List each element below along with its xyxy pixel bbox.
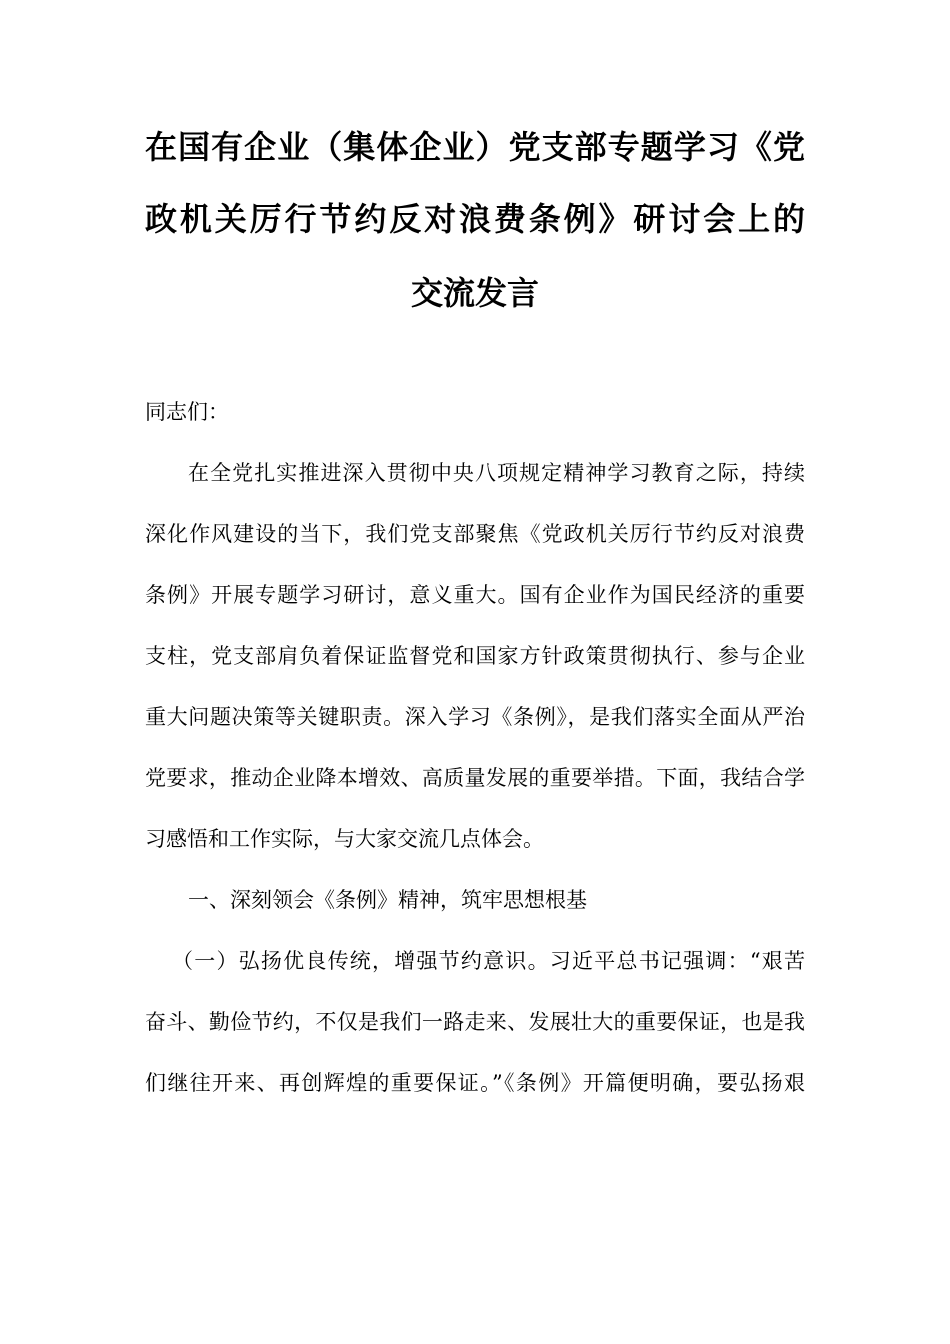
paragraph-line: 重大问题决策等关键职责。深入学习《条例》，是我们落实全面从严治 — [145, 705, 805, 729]
paragraph-line: 在全党扎实推进深入贯彻中央八项规定精神学习教育之际，持续 — [188, 461, 805, 485]
document-title-line-2: 政机关厉行节约反对浪费条例》研讨会上的 — [145, 200, 805, 238]
paragraph-line: 习感悟和工作实际，与大家交流几点体会。 — [145, 827, 544, 851]
paragraph-line: 们继往开来、再创辉煌的重要保证。”《条例》开篇便明确，要弘扬艰 — [145, 1071, 805, 1095]
document-title-line-1: 在国有企业（集体企业）党支部专题学习《党 — [145, 128, 805, 166]
paragraph-line: 深化作风建设的当下，我们党支部聚焦《党政机关厉行节约反对浪费 — [145, 522, 805, 546]
salutation: 同志们： — [145, 400, 229, 424]
paragraph-line: （一）弘扬优良传统，增强节约意识。习近平总书记强调：“艰苦 — [172, 949, 805, 973]
section-heading: 一、深刻领会《条例》精神，筑牢思想根基 — [188, 888, 587, 912]
paragraph-line: 条例》开展专题学习研讨，意义重大。国有企业作为国民经济的重要 — [145, 583, 805, 607]
paragraph-line: 支柱，党支部肩负着保证监督党和国家方针政策贯彻执行、参与企业 — [145, 644, 805, 668]
paragraph-line: 党要求，推动企业降本增效、高质量发展的重要举措。下面，我结合学 — [145, 766, 805, 790]
paragraph-line: 奋斗、勤俭节约，不仅是我们一路走来、发展壮大的重要保证，也是我 — [145, 1010, 805, 1034]
document-title-line-3: 交流发言 — [410, 274, 539, 312]
